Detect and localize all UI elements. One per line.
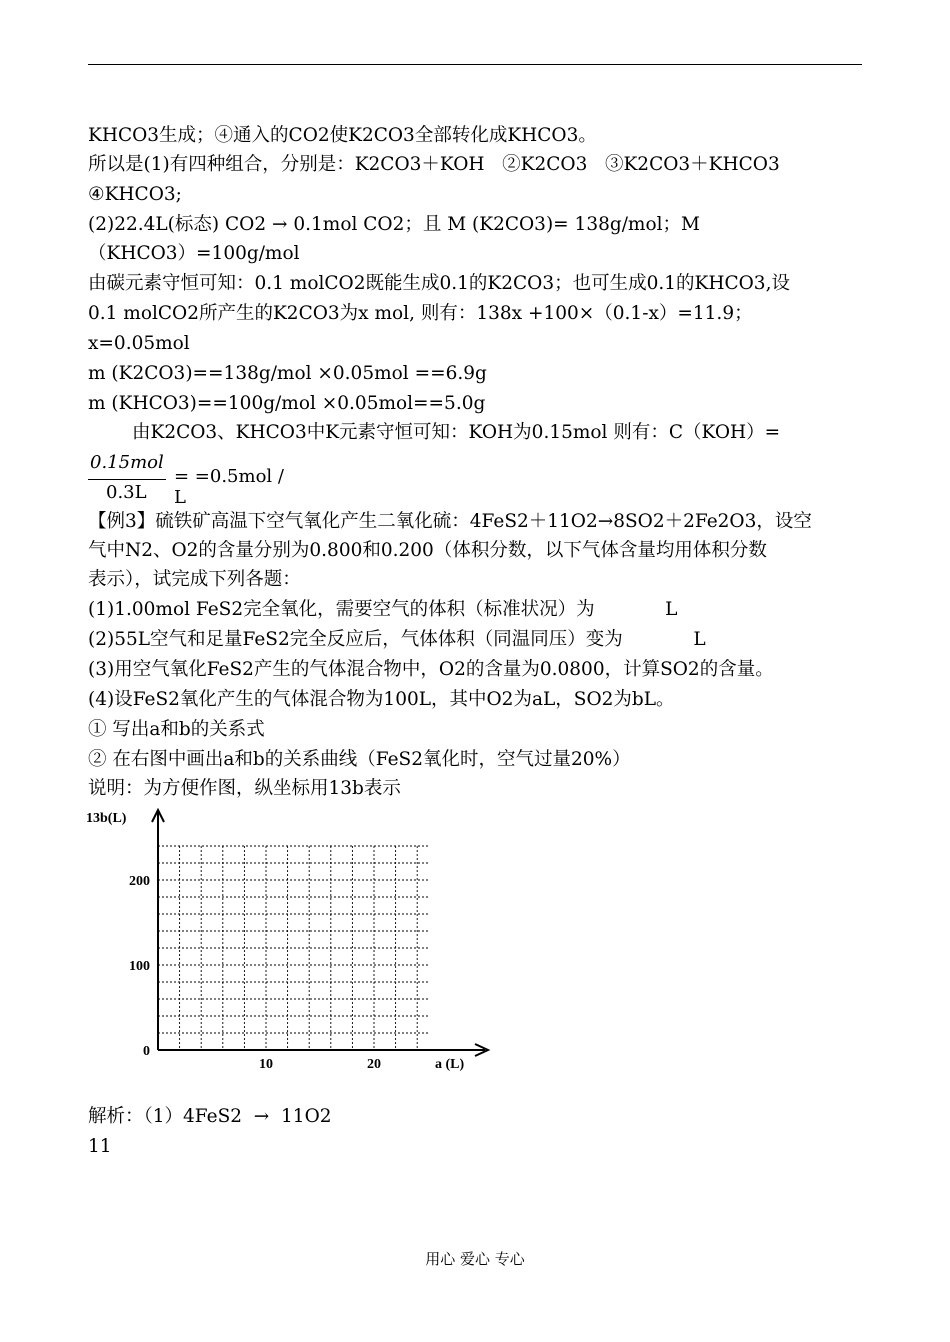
fraction-result: = =0.5mol / L	[174, 466, 284, 508]
text-line: ② 在右图中画出a和b的关系曲线（FeS2氧化时，空气过量20%）	[88, 749, 631, 770]
text-line: ④KHCO3;	[88, 184, 182, 205]
text-line: m (KHCO3)==100g/mol ×0.05mol==5.0g	[88, 393, 486, 414]
text-line: (1)1.00mol FeS2完全氧化，需要空气的体积（标准状况）为 L	[88, 599, 678, 620]
text-line: x=0.05mol	[88, 333, 190, 354]
chart-grid	[158, 846, 428, 1050]
text-line: 【例3】硫铁矿高温下空气氧化产生二氧化硫：4FeS2＋11O2→8SO2＋2Fe2O3，设空	[88, 511, 812, 532]
text-line: 由K2CO3、KHCO3中K元素守恒可知：KOH为0.15mol 则有：C（KOH）=	[132, 422, 781, 443]
text-line: 11	[88, 1136, 112, 1157]
tick-labels	[129, 874, 381, 1072]
grid-chart	[80, 800, 500, 1080]
header-rule	[88, 64, 862, 65]
y-tick-label: 200	[129, 874, 150, 889]
fraction-numerator: 0.15mol	[90, 452, 164, 473]
text-line: 气中N2、O2的含量分别为0.800和0.200（体积分数，以下气体含量均用体积分数	[88, 540, 767, 561]
text-line: 解析：（1）4FeS2 → 11O2	[88, 1106, 332, 1127]
text-line: 表示），试完成下列各题：	[88, 569, 301, 590]
text-line: ① 写出a和b的关系式	[88, 719, 265, 740]
y-axis-label: 13b(L)	[86, 811, 127, 826]
text-line: (3)用空气氧化FeS2产生的气体混合物中，O2的含量为0.0800，计算SO2的含量。	[88, 659, 774, 680]
text-line: KHCO3生成；④通入的CO2使K2CO3全部转化成KHCO3。	[88, 125, 597, 146]
x-axis-label: a (L)	[435, 1057, 465, 1072]
x-tick-label: 20	[367, 1057, 381, 1072]
fraction-denominator: 0.3L	[106, 482, 147, 503]
text-line: 0.1 molCO2所产生的K2CO3为x mol, 则有：138x +100×（0.1-x）=11.9；	[88, 303, 753, 324]
page-footer: 用心 爱心 专心	[425, 1250, 525, 1268]
text-line: 所以是(1)有四种组合，分别是：K2CO3＋KOH ②K2CO3 ③K2CO3＋KHCO3	[88, 154, 780, 175]
text-line: （KHCO3）=100g/mol	[88, 243, 300, 264]
text-line: (2)22.4L(标态) CO2 → 0.1mol CO2；且 M (K2CO3)= 138g/mol；M	[88, 214, 700, 235]
text-line: (4)设FeS2氧化产生的气体混合物为100L，其中O2为aL，SO2为bL。	[88, 689, 675, 710]
text-line: 说明：为方便作图，纵坐标用13b表示	[88, 778, 401, 799]
fraction-bar	[88, 479, 166, 480]
x-tick-label: 10	[259, 1057, 273, 1072]
text-line: (2)55L空气和足量FeS2完全反应后，气体体积（同温同压）变为 L	[88, 629, 706, 650]
text-line: 由碳元素守恒可知：0.1 molCO2既能生成0.1的K2CO3；也可生成0.1的KHCO3,设	[88, 273, 790, 294]
text-line: m (K2CO3)==138g/mol ×0.05mol ==6.9g	[88, 363, 487, 384]
concentration-fraction	[88, 452, 298, 508]
y-tick-label: 0	[143, 1044, 150, 1059]
y-tick-label: 100	[129, 959, 150, 974]
